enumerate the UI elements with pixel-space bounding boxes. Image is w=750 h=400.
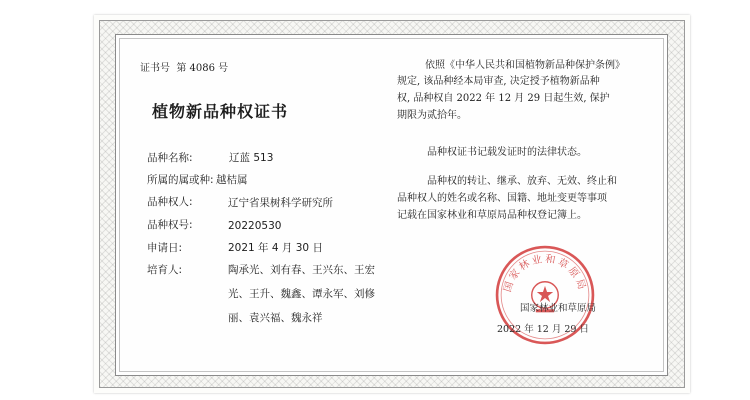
field-label-breeders: 培育人: xyxy=(147,264,183,276)
certificate-number-label: 证书号 xyxy=(140,63,170,74)
decree-line-3: 权, 品种权自 2022 年 12 月 29 日起生效, 保护 xyxy=(397,93,610,104)
legal-status-line: 品种权证书记载发证时的法律状态。 xyxy=(427,147,587,158)
certificate-title: 植物新品种权证书 xyxy=(152,102,289,121)
decree-line-4: 期限为贰拾年。 xyxy=(397,110,467,121)
field-label-variety-name: 品种名称: xyxy=(147,152,193,164)
field-label-application-date: 申请日: xyxy=(147,242,183,254)
field-value-genus: 越桔属 xyxy=(216,174,248,186)
breeders-line-2: 光、王升、魏鑫、谭永军、刘修 xyxy=(228,288,375,300)
registry-line-1: 品种权的转让、继承、放弃、无效、终止和 xyxy=(427,176,617,187)
breeders-line-3: 丽、袁兴福、魏永祥 xyxy=(228,312,323,324)
issuer-name: 国家林业和草原局 xyxy=(520,303,597,314)
registry-line-3: 记载在国家林业和草原局品种权登记簿上。 xyxy=(397,210,587,221)
breeders-line-1: 陶承光、刘有春、王兴东、王宏 xyxy=(228,264,375,276)
certificate-number xyxy=(140,64,228,74)
field-label-genus: 所属的属或种: xyxy=(147,174,214,186)
seal-arc-text: 国家林业和草原局 xyxy=(502,253,588,294)
field-label-owner: 品种权人: xyxy=(147,196,193,208)
decree-line-1: 依照《中华人民共和国植物新品种保护条例》 xyxy=(425,60,625,71)
certificate-number-value: 第 4086 号 xyxy=(176,63,229,74)
decree-line-2: 规定, 该品种经本局审查, 决定授予植物新品种 xyxy=(397,76,600,87)
issue-date: 2022 年 12 月 29 日 xyxy=(497,324,589,335)
field-label-right-number: 品种权号: xyxy=(147,219,193,231)
field-value-application-date: 2021 年 4 月 30 日 xyxy=(228,242,323,254)
field-value-owner: 辽宁省果树科学研究所 xyxy=(228,197,333,209)
field-value-variety-name: 辽蓝 513 xyxy=(229,152,274,164)
registry-line-2: 品种权人的姓名或名称、国籍、地址变更等事项 xyxy=(397,193,607,204)
field-value-right-number: 20220530 xyxy=(228,220,282,232)
